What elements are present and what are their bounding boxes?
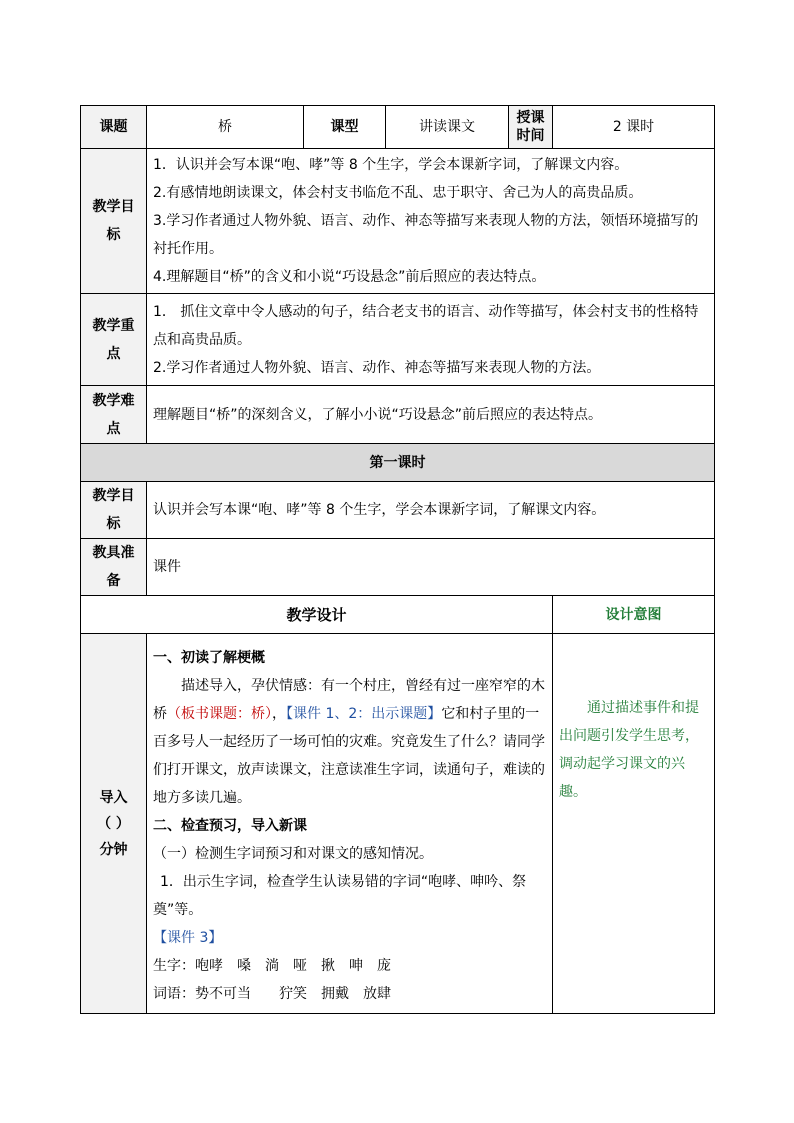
design-row: [81, 634, 715, 1014]
key-points-label: 教学重点: [81, 294, 147, 386]
step-paragraph: （一）检测生字词预习和对课文的感知情况。: [153, 846, 433, 862]
objective-item: 2.有感情地朗读课文，体会村支书临危不乱、忠于职守、舍己为人的高贵品质。: [153, 185, 643, 201]
char-item: 嗓: [237, 958, 251, 974]
lesson-plan-table: [80, 105, 715, 1014]
time-value: 2 课时: [553, 106, 715, 149]
char-item: 庞: [377, 958, 391, 974]
words-label: 词语：: [153, 986, 195, 1002]
step-paragraph: 1．出示生字词，检查学生认读易错的字词“咆哮、呻吟、祭奠”等。: [153, 874, 527, 918]
char-item: 哑: [293, 958, 307, 974]
lesson-plan-page: [80, 105, 714, 1022]
step-paragraph: [153, 672, 546, 812]
section-label: [81, 634, 147, 1014]
key-points-row: [81, 294, 715, 386]
lesson1-tools-row: [81, 539, 715, 596]
text-run: 描述导入，孕伏情感：有一个村庄，曾经有过一座窄窄的木桥: [153, 678, 545, 722]
text-run: ，: [272, 706, 286, 722]
word-item: 狞笑: [279, 986, 307, 1002]
text-run: 它和村子里的一百多号人一起经历了一场可怕的灾难。究竟发生了什么？请同学们打开课文，放声读课文，注意读准生字词，读通句子，难读的地方多读几遍。: [153, 706, 545, 806]
lesson1-tools-label: 教具准备: [81, 539, 147, 596]
difficulties-label: 教学难点: [81, 386, 147, 444]
intent-header: 设计意图: [553, 596, 715, 634]
lesson1-objective-text: 认识并会写本课“咆、哮”等 8 个生字，学会本课新字词，了解课文内容。: [147, 482, 715, 539]
design-intent-text: 通过描述事件和提出问题引发学生思考，调动起学习课文的兴趣。: [553, 634, 715, 1014]
char-item: 呻: [349, 958, 363, 974]
header-row: [81, 106, 715, 149]
section-label-line: （ ）: [97, 815, 130, 832]
step-heading: 一、初读了解梗概: [153, 650, 265, 666]
courseware-note: 【课件 1、2：出示课题】: [286, 706, 442, 722]
chars-line: [153, 952, 546, 980]
objectives-label: 教学目标: [81, 149, 147, 294]
design-content: [147, 634, 553, 1014]
key-points-content: [147, 294, 715, 386]
topic-label: 课题: [81, 106, 147, 149]
board-note: （板书课题：桥）: [167, 706, 272, 722]
char-item: 咆哮: [195, 958, 223, 974]
char-item: 揪: [321, 958, 335, 974]
courseware-note: 【课件 3】: [153, 930, 223, 946]
type-label: 课型: [304, 106, 386, 149]
lesson1-title-row: [81, 444, 715, 482]
step-heading: 二、检查预习，导入新课: [153, 818, 307, 834]
design-header-row: [81, 596, 715, 634]
time-label: 授课时间: [509, 106, 553, 149]
key-point-item: 2.学习作者通过人物外貌、语言、动作、神态等描写来表现人物的方法。: [153, 359, 601, 376]
section-label-line: 分钟: [99, 841, 128, 858]
type-value: 讲读课文: [386, 106, 509, 149]
objective-item: 3.学习作者通过人物外貌、语言、动作、神态等描写来表现人物的方法，领悟环境描写的衬托作用。: [153, 213, 699, 257]
objectives-content: [147, 149, 715, 294]
lesson1-objective-label: 教学目标: [81, 482, 147, 539]
lesson1-title: 第一课时: [81, 444, 715, 482]
lesson1-objective-row: [81, 482, 715, 539]
topic-value: 桥: [147, 106, 304, 149]
difficulties-text: 理解题目“桥”的深刻含义，了解小小说“巧设悬念”前后照应的表达特点。: [147, 386, 715, 444]
objectives-row: [81, 149, 715, 294]
section-label-line: 导入: [99, 789, 128, 806]
char-item: 淌: [265, 958, 279, 974]
word-item: 拥戴: [321, 986, 349, 1002]
lesson1-tools-text: 课件: [147, 539, 715, 596]
objective-item: 1．认识并会写本课“咆、哮”等 8 个生字，学会本课新字词，了解课文内容。: [153, 157, 629, 173]
word-item: 势不可当: [195, 986, 251, 1002]
words-line: [153, 980, 546, 1008]
word-item: 放肆: [363, 986, 391, 1002]
difficulties-row: [81, 386, 715, 444]
design-header: 教学设计: [81, 596, 553, 634]
chars-label: 生字：: [153, 958, 195, 974]
key-point-item: 1． 抓住文章中令人感动的句子，结合老支书的语言、动作等描写，体会村支书的性格特点和高贵品质。: [153, 303, 699, 348]
objective-item: 4.理解题目“桥”的含义和小说“巧设悬念”前后照应的表达特点。: [153, 269, 546, 285]
